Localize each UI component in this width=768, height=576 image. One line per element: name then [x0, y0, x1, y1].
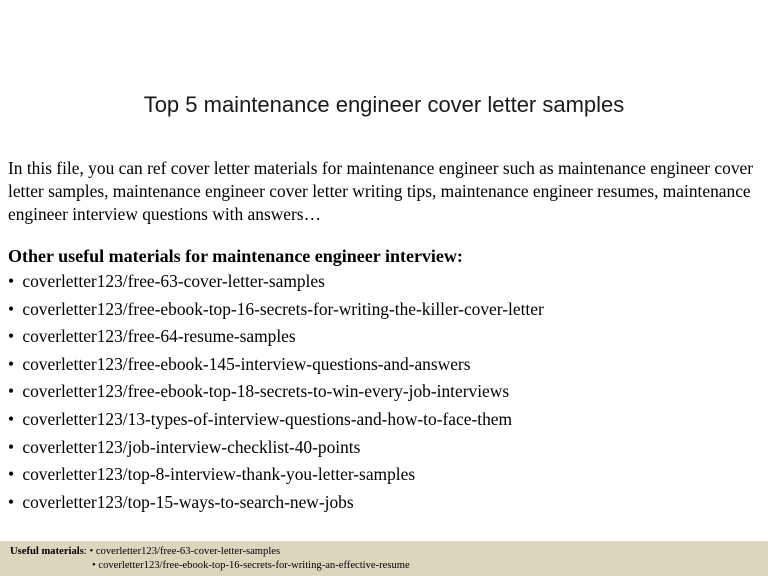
list-item [8, 461, 760, 489]
bullet-icon [8, 296, 18, 323]
footer-row [92, 559, 410, 572]
footer-bar [0, 541, 768, 576]
material-link[interactable]: coverletter123/free-ebook-top-18-secrets-to-win-every-job-interviews [22, 381, 510, 402]
material-link[interactable]: coverletter123/top-15-ways-to-search-new-jobs [22, 491, 354, 512]
material-link[interactable]: coverletter123/free-ebook-145-interview-questions-and-answers [22, 353, 471, 374]
footer-bullet-icon: • [92, 560, 96, 571]
footer-bullet-icon: • [89, 546, 94, 557]
bullet-icon [8, 268, 18, 295]
bullet-icon [8, 351, 18, 378]
list-item [8, 489, 760, 517]
list-item [8, 351, 760, 379]
bullet-icon [8, 461, 18, 488]
footer-row: Useful materials: • coverletter123/free-63-cover-letter-samples [10, 546, 281, 557]
useful-materials-list [8, 268, 760, 516]
bullet-icon [8, 378, 18, 405]
slide-title: Top 5 maintenance engineer cover letter samples [143, 92, 625, 117]
intro-paragraph: In this file, you can ref cover letter materials for maintenance engineer such as maintenance engineer cover letter samples, maintenance engineer cover letter writing tips, maintenance engineer resumes, maintenance engineer interview questions with answers… [8, 158, 754, 224]
bullet-icon [8, 406, 18, 433]
material-link[interactable]: coverletter123/13-types-of-interview-questions-and-how-to-face-them [22, 408, 513, 429]
material-link[interactable]: coverletter123/free-ebook-top-16-secrets-for-writing-the-killer-cover-letter [22, 298, 544, 319]
footer-link[interactable]: coverletter123/free-63-cover-letter-samples [95, 546, 281, 557]
list-item [8, 406, 760, 434]
footer-label: Useful materials [10, 546, 84, 557]
material-link[interactable]: coverletter123/job-interview-checklist-40-points [22, 436, 361, 457]
material-link[interactable]: coverletter123/free-63-cover-letter-samples [22, 271, 325, 291]
bullet-icon [8, 434, 18, 461]
bullet-icon [8, 489, 18, 516]
material-link[interactable]: coverletter123/free-64-resume-samples [22, 326, 296, 347]
list-item [8, 323, 760, 351]
material-link[interactable]: coverletter123/top-8-interview-thank-you-letter-samples [22, 464, 416, 485]
list-item [8, 378, 760, 406]
bullet-icon [8, 323, 18, 350]
footer-link[interactable]: coverletter123/free-ebook-top-16-secrets-for-writing-an-effective-resume [98, 560, 410, 571]
list-item [8, 434, 760, 462]
list-item [8, 296, 760, 324]
list-item [8, 268, 760, 296]
section-heading: Other useful materials for maintenance engineer interview: [8, 246, 463, 266]
